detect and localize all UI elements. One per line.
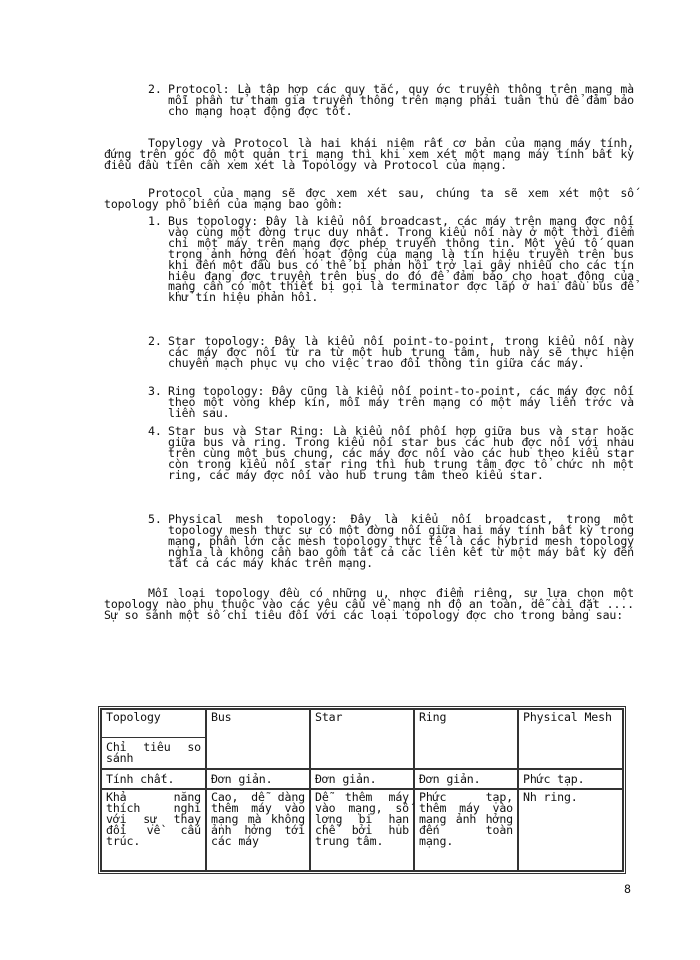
table-corner-cell xyxy=(101,709,206,769)
table-cell: Nh ring. xyxy=(518,789,623,871)
table-cell: Tính chất. xyxy=(101,769,206,789)
table-cell: Đơn giản. xyxy=(310,769,414,789)
table-cell: Dễ thêm máy vào mạng, số lợng bị hạn chế bởi hub trung tâm. xyxy=(310,789,414,871)
table-header-mesh: Physical Mesh xyxy=(518,709,623,769)
intro-item-text: Protocol: Là tập hợp các quy tắc, quy ớc truyền thông trên mạng mà mỗi phần tử tham gia truyền thông trên mạng phải tuân thủ để đảm bảo cho mạng hoạt động đợc tốt. xyxy=(168,82,634,118)
page-number: 8 xyxy=(624,882,631,896)
list-item-mesh-topology: Physical mesh topology: Đây là kiểu nối broadcast, trong một topology mesh thực sự có một đờng nối giữa hai máy tính bất kỳ trong mạng, phần lớn các mesh topology thực tế là các hybrid mesh topology nghĩa là không cần bao gồm tất cả các liên kết từ một máy bất kỳ đến tất cả các máy khác trên mạng. xyxy=(168,512,634,570)
table-header-bus: Bus xyxy=(206,709,310,769)
comparison-table xyxy=(98,706,626,874)
list-item-number: 2. xyxy=(148,334,162,348)
list-item-star-topology: Star topology: Đây là kiểu nối point-to-point, trong kiểu nối này các máy đợc nối từ ra từ một hub trung tâm, hub này sẽ thực hiện chuyển mạch phục vụ cho việc trao đổi thông tin giữa các máy. xyxy=(168,334,634,370)
table-header-topology: Topology xyxy=(102,710,205,738)
table-row xyxy=(101,769,623,789)
table-header-criteria: Chỉ tiêu so sánh xyxy=(106,740,201,765)
list-item-number: 1. xyxy=(148,214,162,228)
paragraph-topology-protocol: Topylogy và Protocol là hai khái niệm rất cơ bản của mạng máy tính, đứng trên góc độ một quản trị mạng thì khi xem xét một mạng máy tính bất kỳ điều đầu tiên cần xem xét là Topology và Protocol của mạng. xyxy=(104,136,634,172)
paragraph-comparison-intro: Mỗi loại topology đều có những u, nhợc điểm riêng, sự lựa chọn một topology nào phụ thuộc vào các yêu cầu về mạng nh độ an toàn, dễ cài đặt .... Sự so sánh một số chỉ tiêu đối với các loại topology đợc cho trong bảng sau: xyxy=(104,586,634,622)
paragraph-protocol-later: Protocol của mạng sẽ đợc xem xét sau, chúng ta sẽ xem xét một số topology phổ biến của mạng bao gồm: xyxy=(104,186,634,211)
list-item-ring-topology: Ring topology: Đây cũng là kiểu nối point-to-point, các máy đợc nối theo một vòng khép kín, mỗi máy trên mạng có một máy liền trớc và liền sau. xyxy=(168,384,634,420)
list-item-number: 5. xyxy=(148,512,162,526)
table-cell: Phức tạp. xyxy=(518,769,623,789)
table-cell: Đơn giản. xyxy=(206,769,310,789)
intro-item-number: 2. xyxy=(148,82,162,96)
list-item-star-bus-ring: Star bus và Star Ring: Là kiểu nối phối hợp giữa bus và star hoặc giữa bus và ring. Trong kiểu nối star bus các hub đợc nối với nhau trên cùng một bus chung, các máy đợc nối vào các hub theo kiểu star còn trong kiểu nối star ring thì hub trung tâm đợc tổ chức nh một ring, các máy đợc nối vào hub trung tâm theo kiểu star. xyxy=(168,424,634,482)
table-cell: Phức tạp, thêm máy vào mạng ảnh hởng đến toàn mạng. xyxy=(414,789,518,871)
list-item-number: 4. xyxy=(148,424,162,438)
list-item-number: 3. xyxy=(148,384,162,398)
table-header-row xyxy=(101,709,623,769)
table-row xyxy=(101,789,623,871)
table-header-ring: Ring xyxy=(414,709,518,769)
list-item-bus-topology: Bus topology: Đây là kiểu nối broadcast, các máy trên mạng đợc nối vào cùng một đờng trục duy nhất. Trong kiểu nối này ở một thời điểm chỉ một máy trên mạng đợc phép truyền thông tin. Một yếu tố quan trọng ảnh hởng đến hoạt động của mạng là tín hiệu truyền trên bus khi đến một đầu bus có thể bị phản hồi trở lại gây nhiễu cho các tín hiệu đang đợc truyền trên bus do đó để đảm bảo cho hoạt động của mạng cần có một thiết bị gọi là terminator đợc lắp ở hai đầu bus để khử tín hiệu phản hồi. xyxy=(168,214,634,305)
table-header-star: Star xyxy=(310,709,414,769)
table-cell: Khả năng thích nghi với sự thay đổi về cấu trúc. xyxy=(101,789,206,871)
table-cell: Đơn giản. xyxy=(414,769,518,789)
table-cell: Cao, dễ dàng thêm máy vào mạng mà không ảnh hởng tới các máy xyxy=(206,789,310,871)
